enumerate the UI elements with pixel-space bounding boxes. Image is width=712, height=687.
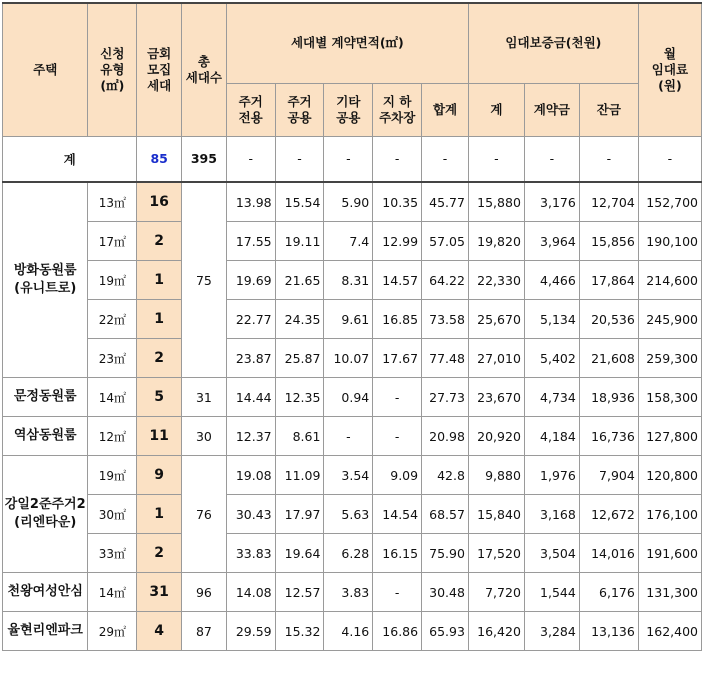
deposit-down: 3,176 xyxy=(524,182,579,222)
monthly-rent: 158,300 xyxy=(638,378,701,417)
apply-type: 17㎡ xyxy=(88,222,137,261)
area-sum: 20.98 xyxy=(422,417,469,456)
table-row xyxy=(3,456,702,495)
header-deposit-group: 임대보증금(천원) xyxy=(468,3,638,83)
header-deposit-down: 계약금 xyxy=(524,83,579,136)
deposit-total: 22,330 xyxy=(468,261,524,300)
header-monthly-rent: 월 임대료 (원) xyxy=(638,3,701,136)
recruit-count: 4 xyxy=(137,612,182,651)
table-row xyxy=(3,261,702,300)
housing-name: 천왕여성안심 xyxy=(3,573,88,612)
rental-housing-table xyxy=(2,2,702,651)
table-row xyxy=(3,339,702,378)
monthly-rent: 190,100 xyxy=(638,222,701,261)
deposit-total: 16,420 xyxy=(468,612,524,651)
header-area-common: 주거 공용 xyxy=(275,83,324,136)
area-sum: 65.93 xyxy=(422,612,469,651)
total-units: 76 xyxy=(182,456,227,573)
area-parking: 16.15 xyxy=(373,534,422,573)
area-parking: - xyxy=(373,417,422,456)
recruit-count: 1 xyxy=(137,261,182,300)
deposit-balance: 12,672 xyxy=(579,495,638,534)
area-common: 15.32 xyxy=(275,612,324,651)
apply-type: 29㎡ xyxy=(88,612,137,651)
housing-name: 문정동원룸 xyxy=(3,378,88,417)
area-common: 12.35 xyxy=(275,378,324,417)
deposit-down: 5,134 xyxy=(524,300,579,339)
area-parking: 16.85 xyxy=(373,300,422,339)
area-other: - xyxy=(324,417,373,456)
total-dash: - xyxy=(422,136,469,182)
area-parking: 17.67 xyxy=(373,339,422,378)
area-exclusive: 19.08 xyxy=(226,456,275,495)
area-exclusive: 33.83 xyxy=(226,534,275,573)
area-sum: 27.73 xyxy=(422,378,469,417)
deposit-down: 3,168 xyxy=(524,495,579,534)
area-parking: 10.35 xyxy=(373,182,422,222)
deposit-down: 1,544 xyxy=(524,573,579,612)
header-area-other: 기타 공용 xyxy=(324,83,373,136)
monthly-rent: 214,600 xyxy=(638,261,701,300)
area-sum: 42.8 xyxy=(422,456,469,495)
area-common: 17.97 xyxy=(275,495,324,534)
recruit-count: 16 xyxy=(137,182,182,222)
total-dash: - xyxy=(324,136,373,182)
deposit-total: 23,670 xyxy=(468,378,524,417)
deposit-total: 17,520 xyxy=(468,534,524,573)
deposit-down: 1,976 xyxy=(524,456,579,495)
total-dash: - xyxy=(226,136,275,182)
deposit-down: 5,402 xyxy=(524,339,579,378)
deposit-total: 7,720 xyxy=(468,573,524,612)
total-dash: - xyxy=(373,136,422,182)
apply-type: 13㎡ xyxy=(88,182,137,222)
total-units: 395 xyxy=(182,136,227,182)
area-exclusive: 14.08 xyxy=(226,573,275,612)
area-other: 5.90 xyxy=(324,182,373,222)
housing-name: 역삼동원룸 xyxy=(3,417,88,456)
area-sum: 77.48 xyxy=(422,339,469,378)
total-label: 계 xyxy=(3,136,137,182)
area-sum: 68.57 xyxy=(422,495,469,534)
area-common: 12.57 xyxy=(275,573,324,612)
area-common: 15.54 xyxy=(275,182,324,222)
recruit-count: 2 xyxy=(137,339,182,378)
area-other: 0.94 xyxy=(324,378,373,417)
housing-name: 강일2준주거2 (리엔타운) xyxy=(3,456,88,573)
total-units: 30 xyxy=(182,417,227,456)
deposit-balance: 18,936 xyxy=(579,378,638,417)
apply-type: 14㎡ xyxy=(88,378,137,417)
monthly-rent: 191,600 xyxy=(638,534,701,573)
area-parking: 9.09 xyxy=(373,456,422,495)
recruit-count: 11 xyxy=(137,417,182,456)
header-deposit-balance: 잔금 xyxy=(579,83,638,136)
table-row xyxy=(3,378,702,417)
deposit-balance: 16,736 xyxy=(579,417,638,456)
header-apply-type: 신청 유형 (㎡) xyxy=(88,3,137,136)
area-parking: 12.99 xyxy=(373,222,422,261)
table-row xyxy=(3,222,702,261)
monthly-rent: 259,300 xyxy=(638,339,701,378)
monthly-rent: 120,800 xyxy=(638,456,701,495)
apply-type: 30㎡ xyxy=(88,495,137,534)
area-exclusive: 22.77 xyxy=(226,300,275,339)
deposit-down: 3,504 xyxy=(524,534,579,573)
area-other: 6.28 xyxy=(324,534,373,573)
area-parking: - xyxy=(373,573,422,612)
table-row xyxy=(3,495,702,534)
area-common: 21.65 xyxy=(275,261,324,300)
area-sum: 45.77 xyxy=(422,182,469,222)
deposit-balance: 7,904 xyxy=(579,456,638,495)
area-common: 19.11 xyxy=(275,222,324,261)
total-recruit: 85 xyxy=(137,136,182,182)
area-exclusive: 17.55 xyxy=(226,222,275,261)
area-sum: 57.05 xyxy=(422,222,469,261)
total-dash: - xyxy=(524,136,579,182)
area-exclusive: 29.59 xyxy=(226,612,275,651)
recruit-count: 1 xyxy=(137,495,182,534)
deposit-balance: 13,136 xyxy=(579,612,638,651)
recruit-count: 1 xyxy=(137,300,182,339)
table-row xyxy=(3,573,702,612)
monthly-rent: 127,800 xyxy=(638,417,701,456)
monthly-rent: 131,300 xyxy=(638,573,701,612)
header-area-exclusive: 주거 전용 xyxy=(226,83,275,136)
area-common: 19.64 xyxy=(275,534,324,573)
recruit-count: 2 xyxy=(137,222,182,261)
monthly-rent: 245,900 xyxy=(638,300,701,339)
apply-type: 12㎡ xyxy=(88,417,137,456)
deposit-down: 3,284 xyxy=(524,612,579,651)
apply-type: 19㎡ xyxy=(88,456,137,495)
deposit-balance: 21,608 xyxy=(579,339,638,378)
header-area-sum: 합계 xyxy=(422,83,469,136)
area-common: 8.61 xyxy=(275,417,324,456)
apply-type: 19㎡ xyxy=(88,261,137,300)
header-housing: 주택 xyxy=(3,3,88,136)
deposit-balance: 6,176 xyxy=(579,573,638,612)
monthly-rent: 152,700 xyxy=(638,182,701,222)
table-row xyxy=(3,534,702,573)
recruit-count: 2 xyxy=(137,534,182,573)
area-other: 8.31 xyxy=(324,261,373,300)
deposit-total: 20,920 xyxy=(468,417,524,456)
area-parking: 14.54 xyxy=(373,495,422,534)
area-exclusive: 23.87 xyxy=(226,339,275,378)
apply-type: 33㎡ xyxy=(88,534,137,573)
header-recruit-units: 금회 모집 세대 xyxy=(137,3,182,136)
recruit-count: 31 xyxy=(137,573,182,612)
table-row xyxy=(3,300,702,339)
area-parking: 14.57 xyxy=(373,261,422,300)
table-row xyxy=(3,182,702,222)
area-sum: 30.48 xyxy=(422,573,469,612)
deposit-balance: 12,704 xyxy=(579,182,638,222)
deposit-total: 15,840 xyxy=(468,495,524,534)
header-area-group: 세대별 계약면적(㎡) xyxy=(226,3,468,83)
area-other: 10.07 xyxy=(324,339,373,378)
total-dash: - xyxy=(468,136,524,182)
deposit-total: 25,670 xyxy=(468,300,524,339)
deposit-down: 4,184 xyxy=(524,417,579,456)
area-parking: 16.86 xyxy=(373,612,422,651)
table-row xyxy=(3,417,702,456)
area-exclusive: 13.98 xyxy=(226,182,275,222)
apply-type: 23㎡ xyxy=(88,339,137,378)
total-units: 87 xyxy=(182,612,227,651)
deposit-balance: 15,856 xyxy=(579,222,638,261)
deposit-down: 4,734 xyxy=(524,378,579,417)
total-row xyxy=(3,136,702,182)
total-dash: - xyxy=(579,136,638,182)
recruit-count: 5 xyxy=(137,378,182,417)
table-row xyxy=(3,612,702,651)
housing-name: 방화동원룸 (유니트로) xyxy=(3,182,88,378)
header-deposit-total: 계 xyxy=(468,83,524,136)
deposit-down: 4,466 xyxy=(524,261,579,300)
area-parking: - xyxy=(373,378,422,417)
area-other: 9.61 xyxy=(324,300,373,339)
area-common: 25.87 xyxy=(275,339,324,378)
area-other: 7.4 xyxy=(324,222,373,261)
area-other: 3.83 xyxy=(324,573,373,612)
area-exclusive: 12.37 xyxy=(226,417,275,456)
deposit-total: 9,880 xyxy=(468,456,524,495)
deposit-down: 3,964 xyxy=(524,222,579,261)
area-sum: 64.22 xyxy=(422,261,469,300)
area-common: 24.35 xyxy=(275,300,324,339)
area-sum: 73.58 xyxy=(422,300,469,339)
apply-type: 14㎡ xyxy=(88,573,137,612)
monthly-rent: 176,100 xyxy=(638,495,701,534)
recruit-count: 9 xyxy=(137,456,182,495)
total-units: 31 xyxy=(182,378,227,417)
area-exclusive: 19.69 xyxy=(226,261,275,300)
total-units: 96 xyxy=(182,573,227,612)
header-total-units: 총 세대수 xyxy=(182,3,227,136)
deposit-balance: 14,016 xyxy=(579,534,638,573)
housing-name: 율현리엔파크 xyxy=(3,612,88,651)
area-other: 5.63 xyxy=(324,495,373,534)
total-dash: - xyxy=(275,136,324,182)
area-other: 3.54 xyxy=(324,456,373,495)
total-units: 75 xyxy=(182,182,227,378)
area-common: 11.09 xyxy=(275,456,324,495)
monthly-rent: 162,400 xyxy=(638,612,701,651)
deposit-total: 27,010 xyxy=(468,339,524,378)
deposit-balance: 20,536 xyxy=(579,300,638,339)
apply-type: 22㎡ xyxy=(88,300,137,339)
header-area-parking: 지 하 주차장 xyxy=(373,83,422,136)
area-exclusive: 30.43 xyxy=(226,495,275,534)
area-other: 4.16 xyxy=(324,612,373,651)
total-dash: - xyxy=(638,136,701,182)
area-exclusive: 14.44 xyxy=(226,378,275,417)
deposit-total: 15,880 xyxy=(468,182,524,222)
area-sum: 75.90 xyxy=(422,534,469,573)
deposit-balance: 17,864 xyxy=(579,261,638,300)
deposit-total: 19,820 xyxy=(468,222,524,261)
